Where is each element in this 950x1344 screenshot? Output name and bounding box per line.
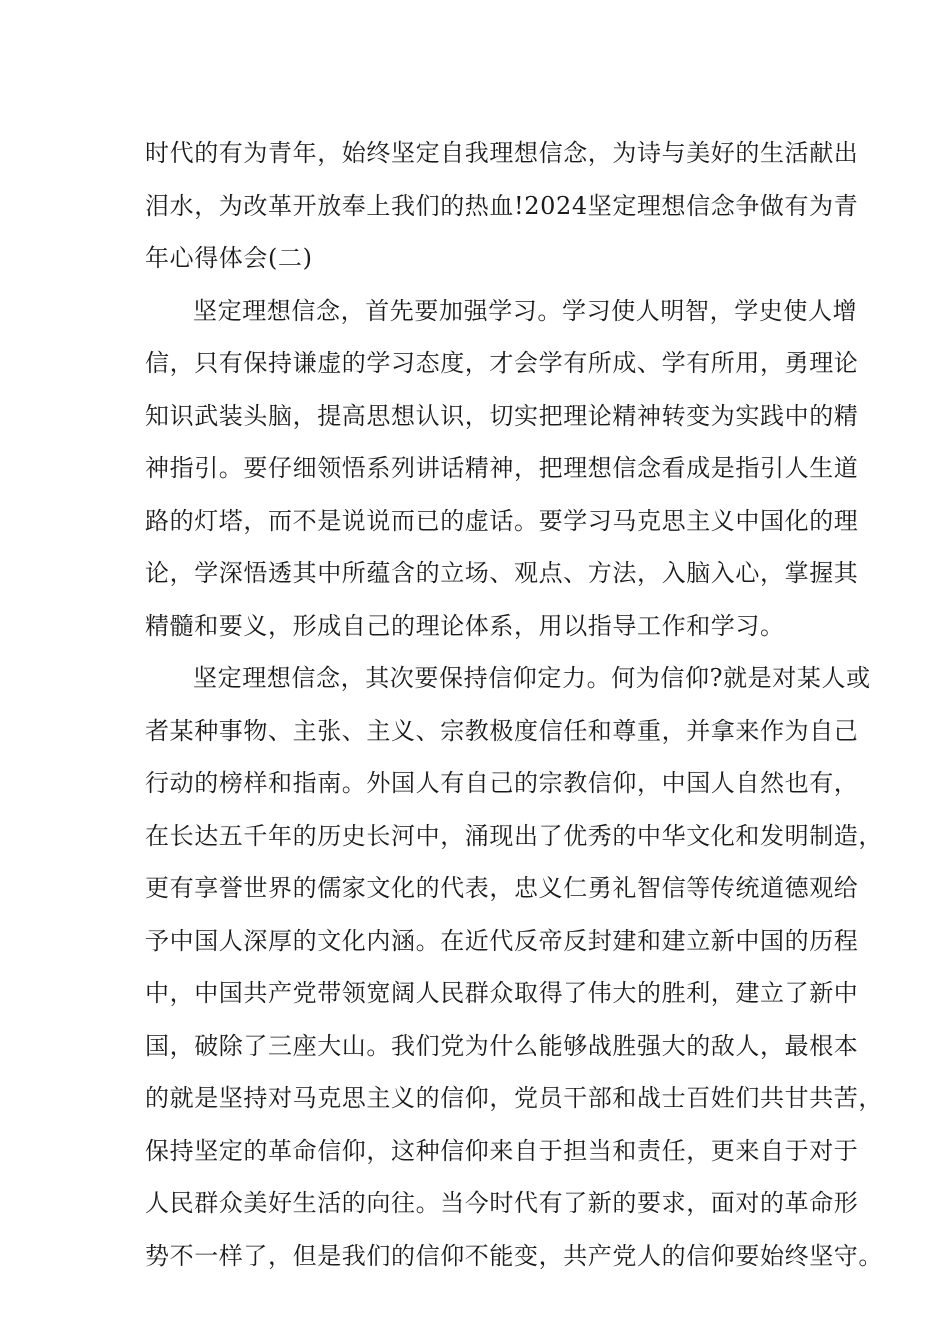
text-line: 行动的榜样和指南。外国人有自己的宗教信仰，中国人自然也有， — [145, 769, 859, 797]
paragraph-2 — [145, 285, 859, 653]
text-line: 更有享誉世界的儒家文化的代表，忠义仁勇礼智信等传统道德观给 — [145, 874, 859, 902]
text-line: 精髓和要义，形成自己的理论体系，用以指导工作和学习。 — [145, 611, 785, 640]
text-line: 时代的有为青年，始终坚定自我理想信念，为诗与美好的生活献出 — [145, 139, 859, 167]
text-line: 的就是坚持对马克思主义的信仰，党员干部和战士百姓们共甘共苦， — [145, 1084, 883, 1112]
text-line: 人民群众美好生活的向往。当今时代有了新的要求，面对的革命形 — [145, 1189, 859, 1217]
text-line: 泪水，为改革开放奉上我们的热血!2024坚定理想信念争做有为青 — [145, 191, 859, 220]
text-line: 神指引。要仔细领悟系列讲话精神，把理想信念看成是指引人生道 — [145, 454, 859, 482]
document-body — [145, 127, 883, 1282]
text-line: 者某种事物、主张、主义、宗教极度信任和尊重，并拿来作为自己 — [145, 716, 859, 745]
text-line: 坚定理想信念，首先要加强学习。学习使人明智，学史使人增 — [193, 296, 858, 325]
text-line: 保持坚定的革命信仰，这种信仰来自于担当和责任，更来自于对于 — [145, 1136, 859, 1165]
text-line: 知识武装头脑，提高思想认识，切实把理论精神转变为实践中的精 — [145, 401, 859, 430]
text-line: 论，学深悟透其中所蕴含的立场、观点、方法，入脑入心，掌握其 — [145, 559, 859, 587]
text-line: 坚定理想信念，其次要保持信仰定力。何为信仰?就是对某人或 — [193, 664, 871, 692]
paragraph-1 — [145, 127, 859, 285]
text-line: 信，只有保持谦虚的学习态度，才会学有所成、学有所用，勇理论 — [145, 349, 859, 377]
text-line: 在长达五千年的历史长河中，涌现出了优秀的中华文化和发明制造， — [145, 821, 883, 850]
text-line: 路的灯塔，而不是说说而已的虚话。要学习马克思主义中国化的理 — [145, 506, 859, 535]
text-line: 国，破除了三座大山。我们党为什么能够战胜强大的敌人，最根本 — [145, 1031, 859, 1060]
text-line: 年心得体会(二) — [145, 244, 313, 272]
paragraph-3 — [145, 652, 883, 1282]
text-line: 予中国人深厚的文化内涵。在近代反帝反封建和建立新中国的历程 — [145, 926, 859, 955]
text-line: 中，中国共产党带领宽阔人民群众取得了伟大的胜利，建立了新中 — [145, 979, 859, 1007]
text-line: 势不一样了，但是我们的信仰不能变，共产党人的信仰要始终坚守。 — [145, 1241, 883, 1270]
